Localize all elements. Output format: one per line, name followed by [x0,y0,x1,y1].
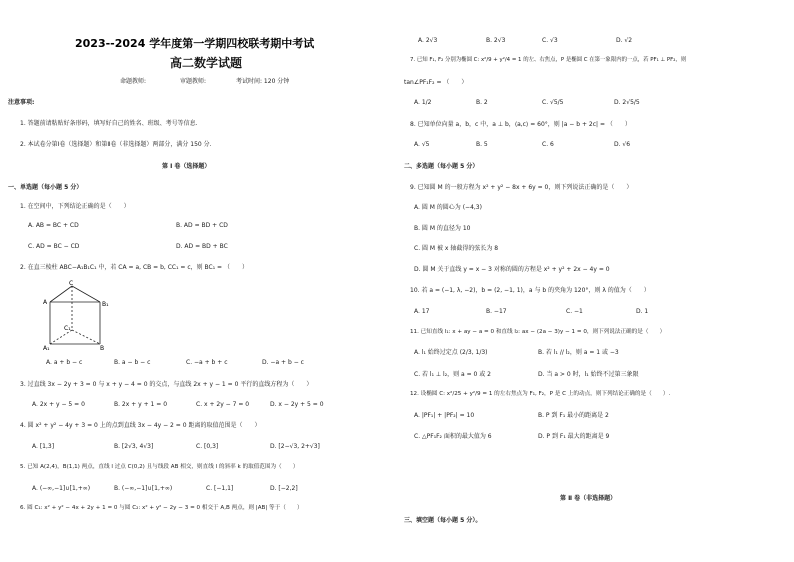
vertex-label: A₁ [43,345,50,352]
q6-option-d[interactable]: D. √2 [616,37,633,44]
q2-option-a[interactable]: A. a + b − c [46,359,83,366]
q11-option-c[interactable]: C. 若 l₁ ⊥ l₂，则 a = 0 或 2 [414,371,491,378]
q6-option-b[interactable]: B. 2√3 [486,37,506,44]
q3-option-c[interactable]: C. x + 2y − 7 = 0 [196,401,250,408]
q9-option-a[interactable]: A. 圆 M 的圆心为 (−4,3) [414,204,482,211]
q3-option-b[interactable]: B. 2x + y + 1 = 0 [114,401,168,408]
q3-option-a[interactable]: A. 2x + y − 5 = 0 [32,401,85,408]
q7-option-c[interactable]: C. √5/5 [542,99,564,106]
q7-option-a[interactable]: A. 1/2 [414,99,432,106]
meta-proposer: 命题教师: [120,78,147,85]
q9-option-d[interactable]: D. 圆 M 关于直线 y = x − 3 对称的圆的方程是 x² + y² + 2x − 4y = 0 [414,266,610,273]
vertex-label: A [43,299,48,306]
q12-option-c[interactable]: C. △PF₁F₂ 面积的最大值为 6 [414,433,492,440]
q5-option-a[interactable]: A. (−∞,−1]∪[1,+∞) [32,485,91,492]
part1-heading: 第 Ⅰ 卷（选择题） [162,163,211,170]
exam-title: 2023--2024 学年度第一学期四校联考期中考试 [75,37,315,50]
question-10-stem: 10. 若 a = (−1, λ, −2)，b = (2, −1, 1)，a 与 b 的夹角为 120°，则 λ 的值为（ ） [410,287,650,294]
q9-option-b[interactable]: B. 圆 M 的直径为 10 [414,225,471,232]
vertex-label: B₁ [102,301,109,308]
section3-heading: 三、填空题（每小题 5 分）。 [404,517,482,524]
meta-reviewer: 审题教师: [180,78,207,85]
vertex-label: C₁ [64,325,71,332]
q7-option-d[interactable]: D. 2√5/5 [614,99,640,106]
question-7-stem: 7. 已知 F₁, F₂ 分别为椭圆 C: x²/9 + y²/4 = 1 的左、右焦点，P 是椭圆 C 在第一象限内的一点，若 PF₁ ⊥ PF₂，则 [410,57,687,63]
vertex-label: B [100,345,105,352]
q2-option-c[interactable]: C. −a + b + c [186,359,228,366]
q5-option-b[interactable]: B. (−∞,−1]∪[1,+∞) [114,485,173,492]
question-2-stem: 2. 在直三棱柱 ABC−A₁B₁C₁ 中，若 CA = a, CB = b, CC₁ = c，则 BC₁ = （ ） [20,264,248,271]
question-12-stem: 12. 设椭圆 C: x²/25 + y²/9 = 1 的左右焦点为 F₁, F₂，P 是 C 上的动点，则下列结论正确的是（ ）. [410,391,671,397]
q8-option-c[interactable]: C. 6 [542,141,554,148]
q8-option-d[interactable]: D. √6 [614,141,631,148]
notes-item: 2. 本试卷分第Ⅰ卷（选择题）和第Ⅱ卷（非选择题）两部分，满分 150 分. [20,141,212,148]
q8-option-a[interactable]: A. √5 [414,141,430,148]
q5-option-c[interactable]: C. [−1,1] [206,485,234,492]
part2-heading: 第 Ⅱ 卷（非选择题） [560,495,617,502]
q4-option-b[interactable]: B. [2√3, 4√3] [114,443,154,450]
question-4-stem: 4. 圆 x² + y² − 4y + 3 = 0 上的点到直线 3x − 4y − 2 = 0 距离的取值范围是（ ） [20,422,261,429]
q1-option-a[interactable]: A. AB = BC + CD [28,222,79,229]
q9-option-c[interactable]: C. 圆 M 被 x 轴截得的弦长为 8 [414,245,499,252]
q1-option-c[interactable]: C. AD = BC − CD [28,243,80,250]
notes-item: 1. 答题前请粘贴好条形码，填写好自己的姓名、班级、考号等信息. [20,120,198,127]
question-5-stem: 5. 已知 A(2,4)，B(1,1) 两点，直线 l 过点 C(0,2) 且与线段 AB 相交，则直线 l 的斜率 k 的取值范围为（ ） [20,464,299,470]
q6-option-c[interactable]: C. √3 [542,37,558,44]
question-9-stem: 9. 已知圆 M 的一般方程为 x² + y² − 8x + 6y = 0，则下列说法正确的是（ ） [410,184,633,191]
question-3-stem: 3. 过直线 3x − 2y + 3 = 0 与 x + y − 4 = 0 的交点，与直线 2x + y − 1 = 0 平行的直线方程为（ ） [20,381,313,388]
q12-option-b[interactable]: B. P 到 F₁ 最小的距离是 2 [538,412,609,419]
exam-subtitle: 高二数学试题 [170,56,243,70]
q2-option-d[interactable]: D. −a + b − c [262,359,304,366]
question-6-stem: 6. 圆 C₁: x² + y² − 4x + 2y + 1 = 0 与圆 C₂: x² + y² − 2y − 3 = 0 相交于 A,B 两点，则 |AB| 等于（ ） [20,505,303,511]
q1-option-b[interactable]: B. AD = BD + CD [176,222,228,229]
q11-option-d[interactable]: D. 当 a > 0 时，l₁ 始终不过第三象限 [538,371,639,378]
section1-heading: 一、单选题（每小题 5 分） [8,184,83,191]
q4-option-c[interactable]: C. [0,3] [196,443,219,450]
q12-option-a[interactable]: A. |PF₁| + |PF₂| = 10 [414,412,475,419]
q8-option-b[interactable]: B. 5 [476,141,488,148]
question-7-stem-cont: tan∠PF₁F₂ = （ ） [404,79,468,86]
q12-option-d[interactable]: D. P 到 F₁ 最大的距离是 9 [538,433,610,440]
q11-option-b[interactable]: B. 若 l₁ // l₂，则 a = 1 或 −3 [538,349,619,356]
q2-option-b[interactable]: B. a − b − c [114,359,151,366]
q7-option-b[interactable]: B. 2 [476,99,488,106]
meta-time: 考试时间: 120 分钟 [236,78,290,85]
q4-option-d[interactable]: D. [2−√3, 2+√3] [270,443,320,450]
question-11-stem: 11. 已知直线 l₁: x + ay − a = 0 和直线 l₂: ax − (2a − 3)y − 1 = 0，则下列说法正确的是（ ） [410,329,666,335]
q10-option-b[interactable]: B. −17 [486,308,507,315]
q6-option-a[interactable]: A. 2√3 [418,37,438,44]
q10-option-d[interactable]: D. 1 [636,308,649,315]
question-1-stem: 1. 在空间中，下列结论正确的是（ ） [20,203,130,210]
q1-option-d[interactable]: D. AD = BD + BC [176,243,228,250]
vertex-label: C [69,280,74,287]
q10-option-c[interactable]: C. −1 [566,308,583,315]
q4-option-a[interactable]: A. [1,3] [32,443,55,450]
notes-heading: 注意事项: [8,99,35,106]
q3-option-d[interactable]: D. x − 2y + 5 = 0 [270,401,324,408]
q5-option-d[interactable]: D. [−2,2] [270,485,298,492]
section2-heading: 二、多选题（每小题 5 分） [404,163,479,170]
q11-option-a[interactable]: A. l₁ 始终过定点 (2/3, 1/3) [414,349,488,356]
question-8-stem: 8. 已知单位向量 a，b，c 中，a ⊥ b，⟨a,c⟩ = 60°，则 |a − b + 2c| = （ ） [410,121,631,128]
q10-option-a[interactable]: A. 17 [414,308,430,315]
prism-figure [42,280,112,352]
